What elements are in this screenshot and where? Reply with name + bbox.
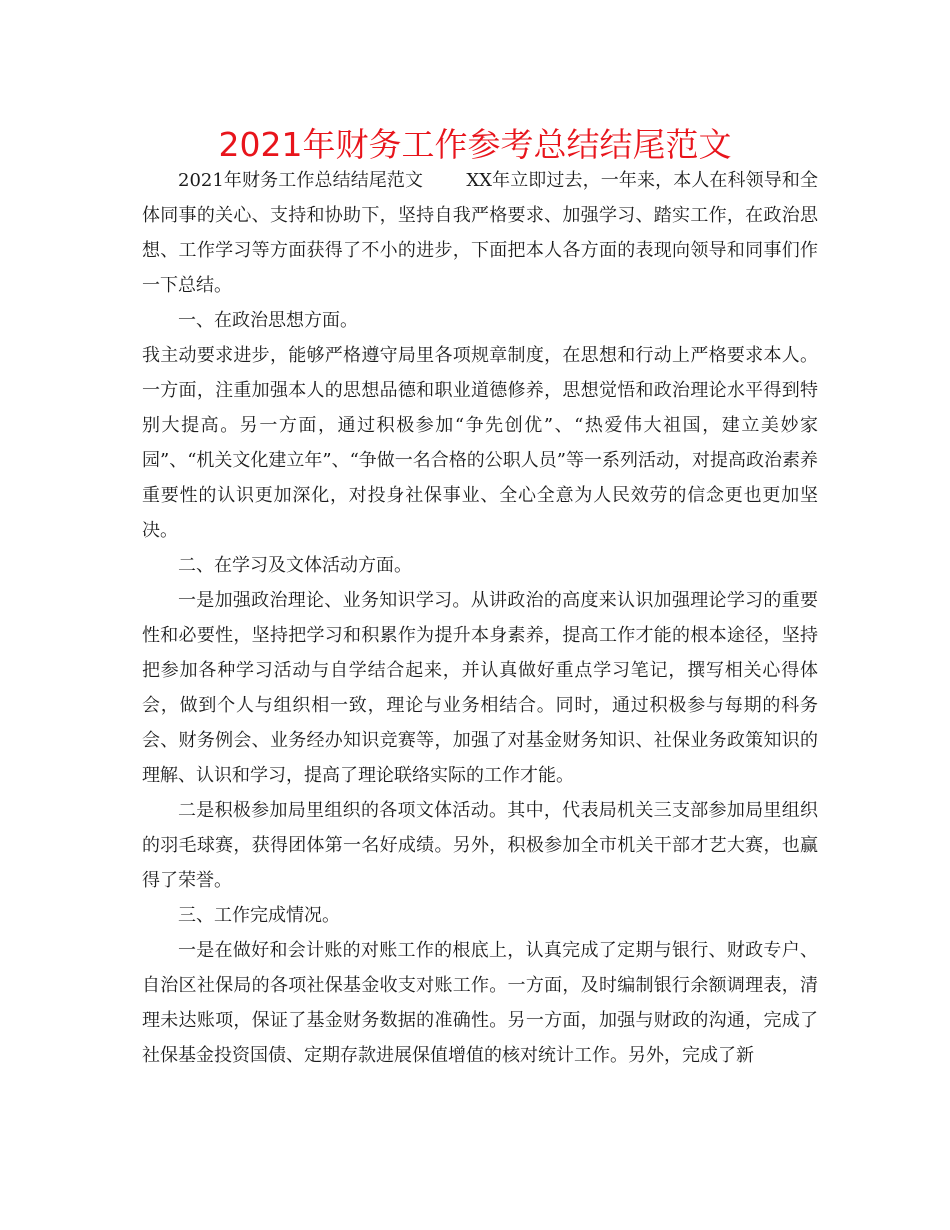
document-body xyxy=(142,163,818,1073)
section-heading-politics: 一、在政治思想方面。 xyxy=(178,310,358,331)
intro-text: XX年立即过去，一年来，本人在科领导和全体同事的关心、支持和协助下，坚持自我严格要求、加强学习、踏实工作，在政治思想、工作学习等方面获得了不小的进步，下面把本人各方面的表现向领导和同事们作一下总结。 xyxy=(142,170,818,296)
section-heading-work: 三、工作完成情况。 xyxy=(178,905,340,926)
section-paragraph-politics: 我主动要求进步，能够严格遵守局里各项规章制度，在思想和行动上严格要求本人。一方面，注重加强本人的思想品德和职业道德修养，思想觉悟和政治理论水平得到特别大提高。另一方面，通过积极参加“争先创优”、“热爱伟大祖国，建立美妙家园”、“机关文化建立年”、“争做一名合格的公职人员”等一系列活动，对提高政治素养重要性的认识更加深化，对投身社保事业、全心全意为人民效劳的信念更也更加坚决。 xyxy=(142,345,819,541)
section-paragraph-study-1: 一是加强政治理论、业务知识学习。从讲政治的高度来认识加强理论学习的重要性和必要性，坚持把学习和积累作为提升本身素养，提高工作才能的根本途径，坚持把参加各种学习活动与自学结合起来，并认真做好重点学习笔记，撰写相关心得体会，做到个人与组织相一致，理论与业务相结合。同时，通过积极参与每期的科务会、财务例会、业务经办知识竞赛等，加强了对基金财务知识、社保业务政策知识的理解、认识和学习，提高了理论联络实际的工作才能。 xyxy=(142,590,818,786)
section-heading-study: 二、在学习及文体活动方面。 xyxy=(178,555,412,576)
intro-heading: 2021年财务工作总结结尾范文 xyxy=(178,170,424,191)
document-title: 2021年财务工作参考总结结尾范文 xyxy=(218,125,732,164)
section-paragraph-work-1: 一是在做好和会计账的对账工作的根底上，认真完成了定期与银行、财政专户、自治区社保局的各项社保基金收支对账工作。一方面，及时编制银行余额调理表，清理未达账项，保证了基金财务数据的准确性。另一方面，加强与财政的沟通，完成了社保基金投资国债、定期存款进展保值增值的核对统计工作。另外，完成了新 xyxy=(142,940,818,1066)
section-paragraph-study-2: 二是积极参加局里组织的各项文体活动。其中，代表局机关三支部参加局里组织的羽毛球赛，获得团体第一名好成绩。另外，积极参加全市机关干部才艺大赛，也赢得了荣誉。 xyxy=(142,800,818,891)
intro-paragraph xyxy=(142,163,818,303)
